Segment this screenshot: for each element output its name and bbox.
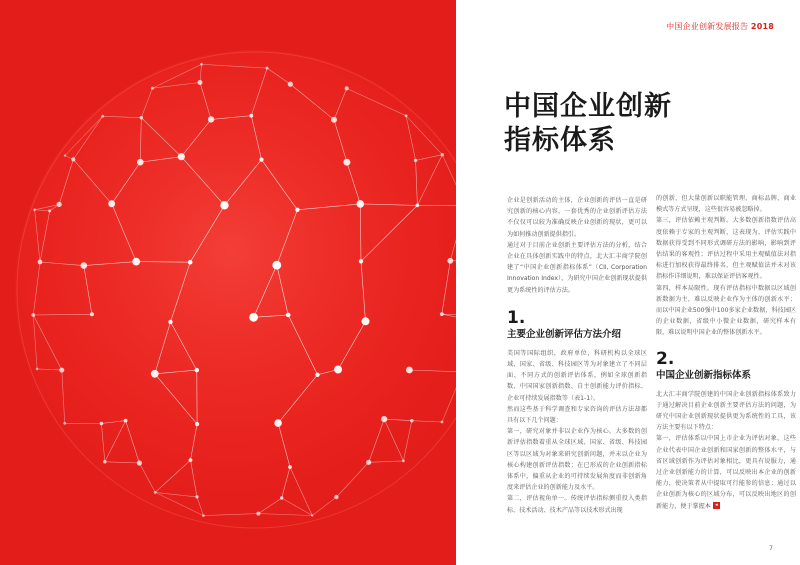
intro-paragraph-2: 通过对于目前企业创新主要评估方法的分析，结合企业在具体创新实践中的特点，北大汇丰商学院创建了“中国企业创新指标体系”（CII, Corporation Innovation Index），为研究中国企业创新现状提供更为系统性的评估方法。 xyxy=(507,241,647,294)
network-node xyxy=(357,200,365,208)
network-node xyxy=(402,460,405,463)
section-1-paragraph-2: 然而这些基于科学调查和专家咨询的评估方法却都具有以下几个问题： xyxy=(507,405,647,425)
network-node xyxy=(137,460,142,465)
network-node xyxy=(151,370,159,378)
network-node xyxy=(103,460,107,464)
network-node xyxy=(343,159,350,166)
network-node xyxy=(168,320,172,324)
network-node xyxy=(359,259,363,263)
network-node xyxy=(188,260,193,265)
network-node xyxy=(132,258,140,266)
page-number: 7 xyxy=(769,545,773,552)
network-node xyxy=(124,419,128,423)
network-node xyxy=(202,514,205,517)
section-2-paragraph-2-text: 第一，评估体系以中国上市企业为评估对象，这些企业代表中国企业创新和国家创新的整体水平，与省区域创新作为评估对象相比，更具有说服力，通过企业创新能力的计算，可以反映出本企业的创新能力，使决策者从中提取可行能参的信息；通过以企业创新为核心的区域分布，可以反映出地区的创新能力，便于掌握本 xyxy=(656,435,796,510)
section-2-title: 中国企业创新指标体系 xyxy=(656,369,752,381)
network-node xyxy=(334,495,338,499)
continued-paragraph-2: 第三，评估依赖主观判断。大多数创新指数评估高度依赖于专家的主观判断，这表现为，评估实践中数据获得受到不同形式调研方法的影响，影响到评估结果的客观性；评估过程中采用主观赋值法对指标进行加权获得最终排名，但主观赋值法并未对该指标作详细说明，难以保证评估客观性。 xyxy=(656,217,796,281)
network-node xyxy=(137,159,144,166)
network-node xyxy=(345,86,349,90)
network-node xyxy=(64,154,66,156)
network-node xyxy=(331,117,337,123)
network-node xyxy=(71,157,75,161)
network-node xyxy=(288,82,293,87)
network-node xyxy=(286,313,291,318)
network-node xyxy=(36,368,39,371)
network-node xyxy=(31,313,35,317)
network-node xyxy=(100,422,104,426)
network-node xyxy=(57,202,62,207)
text-page xyxy=(456,0,800,565)
network-node xyxy=(405,114,408,117)
network-node xyxy=(272,261,281,270)
network-node xyxy=(189,458,193,462)
network-node xyxy=(108,200,115,207)
network-node xyxy=(140,116,143,119)
network-node xyxy=(90,312,94,316)
network-node xyxy=(249,114,253,118)
running-header xyxy=(666,21,774,32)
network-node xyxy=(195,368,199,372)
network-node xyxy=(441,421,444,424)
intro-paragraph-1: 企业是创新活动的主体，企业创新的评估一直是研究创新的核心内容，一套优秀的企业创新评估方法不仅仅可以较为准确反映企业创新的现状，更可以为如何推动创新提供指引。 xyxy=(507,197,647,238)
sphere-glow xyxy=(15,50,456,530)
network-node xyxy=(315,373,319,377)
network-node xyxy=(208,116,214,122)
network-node xyxy=(48,209,51,212)
section-1-paragraph-1: 美国等国际组织，政府单位，科研机构以全球区域、国家、省级、科技园区等为对象建立了不同层面、不同方式的创新评估体系，例如全球创新指数、中国国家创新指数、自主创新能力评价指标、企业可持续发展指数等（表1-1）。 xyxy=(507,349,647,402)
network-node xyxy=(274,419,282,427)
network-node xyxy=(311,514,313,516)
network-node xyxy=(249,313,258,322)
network-node xyxy=(33,209,36,212)
network-node xyxy=(38,260,43,265)
network-node xyxy=(259,158,263,162)
title-line-1: 中国企业创新 xyxy=(504,91,672,122)
title-line-2: 指标体系 xyxy=(504,125,616,156)
network-node xyxy=(288,465,292,469)
network-node xyxy=(59,368,64,373)
network-node xyxy=(63,422,66,425)
continued-paragraph-3: 第四，样本局限性。现有评估指标中数据以区域创新数据为主，难以反映企业作为主体的创新水平；而以中国企业500强中100多家企业数据，科技园区的企业数据，省级中小微企业数据，研究样本有限，难以说明中国企业的整体创新水平。 xyxy=(656,284,796,337)
network-node xyxy=(266,67,269,70)
section-1-title: 主要企业创新评估方法介绍 xyxy=(507,328,622,340)
continued-paragraph-1: 的创新，但大量创新以职能管理、商标品牌、商业模式等方式呈现，这些很容易被忽略掉。 xyxy=(656,195,796,214)
network-node xyxy=(200,63,203,66)
network-node xyxy=(362,317,370,325)
section-2-paragraph-2 xyxy=(656,433,796,511)
network-node xyxy=(151,87,154,90)
text-column-left xyxy=(507,195,647,516)
network-node xyxy=(440,312,444,316)
section-1-paragraph-4: 第二，评估视角单一。传统评估指标侧重投入类指标、技术活动、技术产品等以技术形式出现 xyxy=(507,495,647,514)
network-node xyxy=(366,460,371,465)
network-node xyxy=(416,204,420,208)
network-node xyxy=(195,422,199,426)
network-node xyxy=(195,495,198,498)
network-node xyxy=(101,115,104,118)
running-title: 中国企业创新发展报告 xyxy=(666,22,749,31)
network-node xyxy=(414,159,417,162)
network-node xyxy=(178,153,185,160)
running-year: 2018 xyxy=(750,22,774,31)
network-node xyxy=(81,262,88,269)
text-column-right xyxy=(656,193,796,512)
network-node xyxy=(295,208,299,212)
section-1-paragraph-3: 第一，研究对象并非以企业作为核心。大多数的创新评估指数着重从全球区域、国家、省级、科技园区等以区域为对象来研究创新问题，并未以企业为核心构建创新评估指数；在已形成的企业创新指标体系中，偏重从企业的可持续发展角度而非创新角度来评估企业的创新能力及水平。 xyxy=(507,428,647,492)
network-node xyxy=(280,496,283,499)
network-node xyxy=(381,416,387,422)
network-node xyxy=(334,366,342,374)
network-node xyxy=(256,512,260,516)
section-2-paragraph-1: 北大汇丰商学院创建的中国企业创新指标体系致力于通过解决目前企业创新主要评估方法的问题，为研究中国企业创新现状提供更为系统性的工具，该方法主要有以下特点： xyxy=(656,390,796,432)
network-node xyxy=(447,258,453,264)
network-node xyxy=(154,491,157,494)
network-node xyxy=(410,419,413,422)
section-2-number: 2. xyxy=(656,348,675,369)
network-node xyxy=(406,367,413,374)
section-1-number: 1. xyxy=(507,307,526,328)
network-node xyxy=(220,201,228,209)
network-node xyxy=(441,153,444,156)
page-title xyxy=(504,90,672,158)
network-node xyxy=(198,80,203,85)
end-mark-icon: ◂ xyxy=(713,502,720,509)
